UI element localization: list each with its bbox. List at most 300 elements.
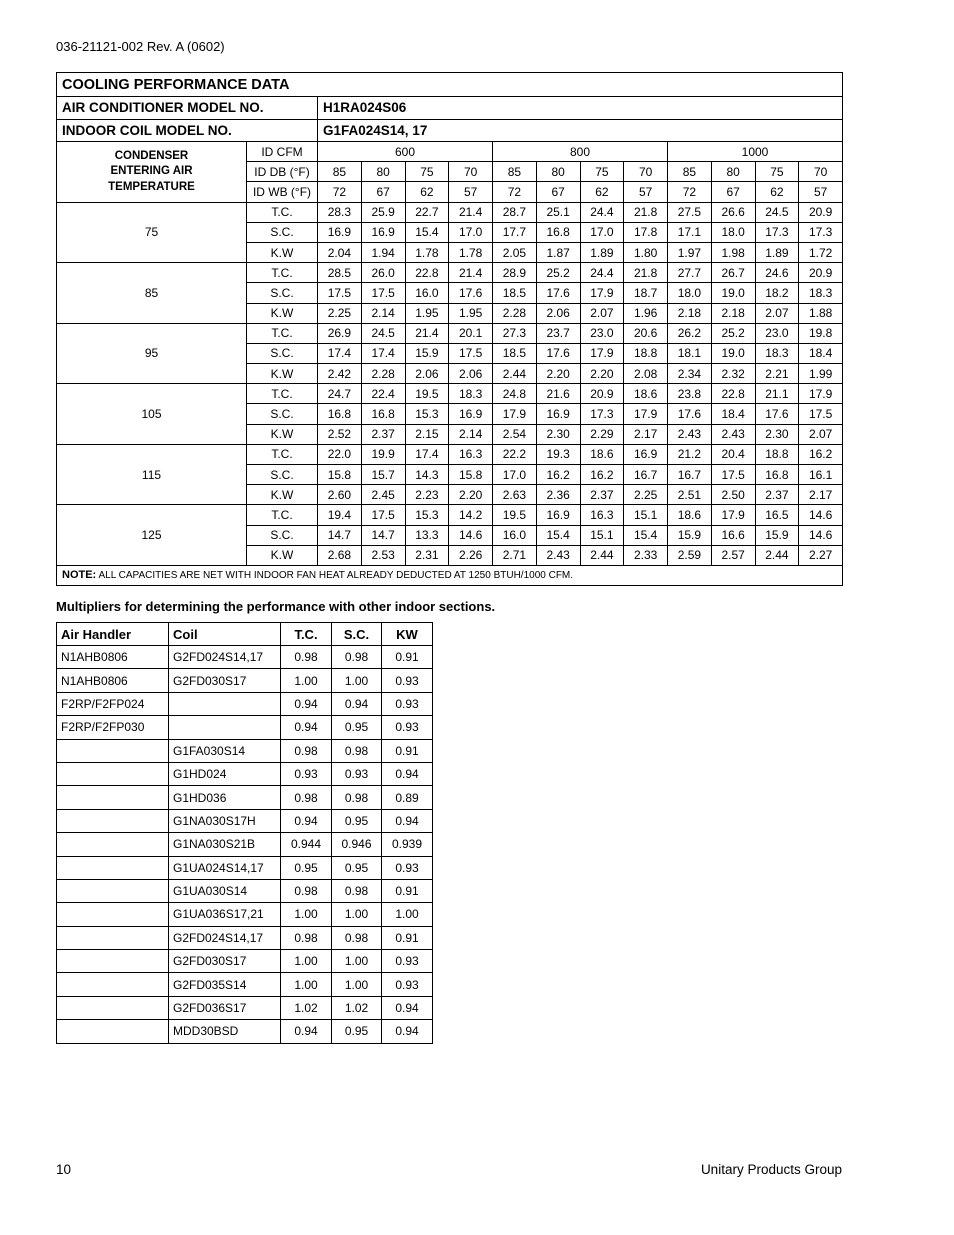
data-cell: 2.28: [361, 364, 405, 384]
data-cell: 16.7: [624, 465, 668, 485]
data-cell: 17.9: [580, 283, 624, 303]
data-cell: 24.5: [361, 323, 405, 343]
data-cell: 16.8: [755, 465, 799, 485]
data-cell: 26.9: [318, 323, 362, 343]
air-handler-cell: [57, 1020, 169, 1043]
data-cell: 14.6: [799, 505, 843, 525]
data-cell: 2.25: [318, 303, 362, 323]
data-cell: 17.3: [580, 404, 624, 424]
data-cell: 2.32: [711, 364, 755, 384]
metric-label: S.C.: [247, 465, 318, 485]
data-cell: 13.3: [405, 525, 449, 545]
data-cell: 17.6: [668, 404, 712, 424]
tc-cell: 0.94: [281, 1020, 332, 1043]
metric-label: K.W: [247, 424, 318, 444]
data-cell: 2.21: [755, 364, 799, 384]
metric-label: T.C.: [247, 263, 318, 283]
sc-cell: 0.95: [332, 856, 382, 879]
coil-cell: G2FD024S14,17: [169, 926, 281, 949]
data-cell: 23.0: [580, 323, 624, 343]
wb-value: 67: [536, 182, 580, 202]
data-cell: 18.3: [449, 384, 493, 404]
data-cell: 17.6: [536, 283, 580, 303]
sc-cell: 1.00: [332, 669, 382, 692]
metric-label: S.C.: [247, 283, 318, 303]
tc-cell: 1.00: [281, 903, 332, 926]
wb-value: 62: [405, 182, 449, 202]
table-row: [57, 739, 433, 762]
data-cell: 18.6: [580, 444, 624, 464]
data-cell: 15.9: [405, 343, 449, 363]
data-cell: 24.6: [755, 263, 799, 283]
db-value: 75: [405, 162, 449, 182]
ac-model-value: H1RA024S06: [318, 97, 843, 120]
db-value: 85: [318, 162, 362, 182]
table-row: [57, 646, 433, 669]
condenser-label-line: CONDENSER: [114, 149, 189, 162]
header-sc: S.C.: [332, 623, 382, 646]
sc-cell: 0.98: [332, 926, 382, 949]
wb-value: 57: [624, 182, 668, 202]
data-cell: 24.5: [755, 202, 799, 222]
metric-label: S.C.: [247, 525, 318, 545]
data-cell: 2.07: [799, 424, 843, 444]
data-cell: 1.78: [405, 242, 449, 262]
tc-cell: 0.98: [281, 786, 332, 809]
sc-cell: 1.00: [332, 950, 382, 973]
air-handler-cell: [57, 762, 169, 785]
data-cell: 2.14: [361, 303, 405, 323]
multipliers-header-row: [57, 623, 433, 646]
air-handler-cell: F2RP/F2FP024: [57, 692, 169, 715]
db-value: 80: [536, 162, 580, 182]
note-text: ALL CAPACITIES ARE NET WITH INDOOR FAN HEAT ALREADY DEDUCTED AT 1250 BTUH/1000 CFM.: [96, 570, 574, 582]
data-cell: 17.1: [668, 222, 712, 242]
data-cell: 17.6: [449, 283, 493, 303]
kw-cell: 0.93: [382, 669, 433, 692]
data-cell: 17.6: [536, 343, 580, 363]
table-row: [57, 263, 843, 283]
table-title: COOLING PERFORMANCE DATA: [57, 73, 843, 97]
data-cell: 2.30: [536, 424, 580, 444]
data-cell: 1.95: [449, 303, 493, 323]
data-cell: 25.1: [536, 202, 580, 222]
metric-label: K.W: [247, 545, 318, 565]
sc-cell: 1.00: [332, 903, 382, 926]
data-cell: 18.7: [624, 283, 668, 303]
data-cell: 17.5: [711, 465, 755, 485]
data-cell: 27.5: [668, 202, 712, 222]
db-value: 70: [449, 162, 493, 182]
data-cell: 20.9: [580, 384, 624, 404]
data-cell: 2.18: [668, 303, 712, 323]
data-cell: 17.0: [580, 222, 624, 242]
data-cell: 16.1: [799, 465, 843, 485]
sc-cell: 0.98: [332, 786, 382, 809]
data-cell: 16.9: [361, 222, 405, 242]
data-cell: 24.4: [580, 202, 624, 222]
data-cell: 1.97: [668, 242, 712, 262]
air-handler-cell: [57, 856, 169, 879]
data-cell: 17.9: [711, 505, 755, 525]
data-cell: 1.88: [799, 303, 843, 323]
table-row: [57, 669, 433, 692]
data-cell: 1.99: [799, 364, 843, 384]
coil-cell: G1UA030S14: [169, 879, 281, 902]
data-cell: 17.9: [493, 404, 537, 424]
metric-label: T.C.: [247, 323, 318, 343]
condenser-temp-header: [57, 142, 247, 203]
table-row: [57, 973, 433, 996]
db-value: 70: [624, 162, 668, 182]
metric-label: T.C.: [247, 202, 318, 222]
kw-cell: 0.91: [382, 926, 433, 949]
data-cell: 2.06: [536, 303, 580, 323]
metric-label: K.W: [247, 364, 318, 384]
data-cell: 17.5: [799, 404, 843, 424]
air-handler-cell: [57, 973, 169, 996]
data-cell: 24.7: [318, 384, 362, 404]
coil-cell: [169, 692, 281, 715]
air-handler-cell: [57, 833, 169, 856]
data-cell: 28.9: [493, 263, 537, 283]
data-cell: 1.98: [711, 242, 755, 262]
sc-cell: 0.95: [332, 716, 382, 739]
db-value: 80: [711, 162, 755, 182]
wb-value: 67: [361, 182, 405, 202]
db-value: 75: [755, 162, 799, 182]
data-cell: 16.6: [711, 525, 755, 545]
metric-label: S.C.: [247, 222, 318, 242]
data-cell: 18.3: [755, 343, 799, 363]
data-cell: 2.25: [624, 485, 668, 505]
air-handler-cell: [57, 926, 169, 949]
sc-cell: 0.95: [332, 809, 382, 832]
kw-cell: 0.93: [382, 973, 433, 996]
multipliers-title: Multipliers for determining the performance with other indoor sections.: [56, 599, 496, 614]
data-cell: 2.43: [536, 545, 580, 565]
data-cell: 15.4: [405, 222, 449, 242]
data-cell: 2.30: [755, 424, 799, 444]
data-cell: 21.8: [624, 263, 668, 283]
data-cell: 2.15: [405, 424, 449, 444]
data-cell: 2.33: [624, 545, 668, 565]
kw-cell: 0.94: [382, 809, 433, 832]
condenser-label-line: ENTERING AIR: [110, 165, 193, 178]
data-cell: 2.20: [449, 485, 493, 505]
data-cell: 15.9: [755, 525, 799, 545]
data-cell: 17.4: [361, 343, 405, 363]
data-cell: 17.5: [318, 283, 362, 303]
sc-cell: 0.98: [332, 739, 382, 762]
data-cell: 19.3: [536, 444, 580, 464]
data-cell: 2.44: [493, 364, 537, 384]
data-cell: 19.0: [711, 283, 755, 303]
data-cell: 1.87: [536, 242, 580, 262]
wb-value: 72: [668, 182, 712, 202]
table-row: [57, 1020, 433, 1043]
tc-cell: 0.944: [281, 833, 332, 856]
data-cell: 17.3: [755, 222, 799, 242]
data-cell: 14.3: [405, 465, 449, 485]
data-cell: 17.7: [493, 222, 537, 242]
kw-cell: 0.94: [382, 1020, 433, 1043]
data-cell: 25.2: [711, 323, 755, 343]
table-row: [57, 384, 843, 404]
table-row: [57, 809, 433, 832]
condenser-temp: 95: [57, 323, 247, 384]
coil-cell: MDD30BSD: [169, 1020, 281, 1043]
air-handler-cell: [57, 950, 169, 973]
document-id: 036-21121-002 Rev. A (0602): [56, 39, 225, 54]
tc-cell: 1.02: [281, 996, 332, 1019]
id-db-label: ID DB (°F): [247, 162, 318, 182]
table-row: [57, 996, 433, 1019]
data-cell: 25.9: [361, 202, 405, 222]
header-coil: Coil: [169, 623, 281, 646]
table-row: [57, 903, 433, 926]
data-cell: 18.4: [711, 404, 755, 424]
data-cell: 1.89: [755, 242, 799, 262]
tc-cell: 0.98: [281, 926, 332, 949]
header-air-handler: Air Handler: [57, 623, 169, 646]
data-cell: 16.3: [449, 444, 493, 464]
tc-cell: 0.94: [281, 809, 332, 832]
tc-cell: 0.94: [281, 692, 332, 715]
data-cell: 17.8: [624, 222, 668, 242]
data-cell: 2.17: [799, 485, 843, 505]
data-cell: 2.04: [318, 242, 362, 262]
data-cell: 2.26: [449, 545, 493, 565]
coil-model-label: INDOOR COIL MODEL NO.: [57, 119, 318, 142]
data-cell: 18.1: [668, 343, 712, 363]
data-cell: 18.8: [624, 343, 668, 363]
data-cell: 26.6: [711, 202, 755, 222]
data-cell: 16.8: [361, 404, 405, 424]
data-cell: 2.27: [799, 545, 843, 565]
data-cell: 2.34: [668, 364, 712, 384]
data-cell: 2.29: [580, 424, 624, 444]
data-cell: 2.06: [449, 364, 493, 384]
kw-cell: 0.93: [382, 716, 433, 739]
page-number: 10: [56, 1162, 72, 1177]
data-cell: 2.37: [580, 485, 624, 505]
table-row: [57, 692, 433, 715]
coil-cell: G1UA036S17,21: [169, 903, 281, 926]
sc-cell: 1.00: [332, 973, 382, 996]
data-cell: 28.7: [493, 202, 537, 222]
tc-cell: 0.94: [281, 716, 332, 739]
data-cell: 2.54: [493, 424, 537, 444]
company-name: Unitary Products Group: [700, 1162, 842, 1177]
data-cell: 24.8: [493, 384, 537, 404]
data-cell: 22.8: [405, 263, 449, 283]
data-cell: 15.4: [624, 525, 668, 545]
data-cell: 15.1: [580, 525, 624, 545]
wb-value: 67: [711, 182, 755, 202]
data-cell: 15.1: [624, 505, 668, 525]
id-wb-label: ID WB (°F): [247, 182, 318, 202]
data-cell: 19.0: [711, 343, 755, 363]
data-cell: 16.5: [755, 505, 799, 525]
data-cell: 2.28: [493, 303, 537, 323]
data-cell: 2.42: [318, 364, 362, 384]
data-cell: 2.68: [318, 545, 362, 565]
data-cell: 2.05: [493, 242, 537, 262]
data-cell: 2.71: [493, 545, 537, 565]
condenser-temp: 115: [57, 444, 247, 505]
coil-cell: G2FD030S17: [169, 669, 281, 692]
data-cell: 17.0: [493, 465, 537, 485]
data-cell: 17.9: [580, 343, 624, 363]
data-cell: 18.5: [493, 283, 537, 303]
data-cell: 17.5: [449, 343, 493, 363]
data-cell: 2.51: [668, 485, 712, 505]
table-row: [57, 716, 433, 739]
wb-value: 57: [799, 182, 843, 202]
air-handler-cell: [57, 786, 169, 809]
data-cell: 21.6: [536, 384, 580, 404]
table-row: [57, 323, 843, 343]
kw-cell: 0.91: [382, 646, 433, 669]
tc-cell: 0.98: [281, 739, 332, 762]
sc-cell: 0.98: [332, 879, 382, 902]
data-cell: 23.7: [536, 323, 580, 343]
data-cell: 19.5: [493, 505, 537, 525]
data-cell: 15.8: [318, 465, 362, 485]
data-cell: 16.0: [405, 283, 449, 303]
wb-value: 57: [449, 182, 493, 202]
data-cell: 20.9: [799, 202, 843, 222]
tc-cell: 1.00: [281, 950, 332, 973]
db-value: 80: [361, 162, 405, 182]
data-cell: 21.4: [449, 263, 493, 283]
table-row: [57, 950, 433, 973]
data-cell: 27.3: [493, 323, 537, 343]
ac-model-label: AIR CONDITIONER MODEL NO.: [57, 97, 318, 120]
metric-label: S.C.: [247, 343, 318, 363]
table-row: [57, 202, 843, 222]
data-cell: 26.2: [668, 323, 712, 343]
data-cell: 2.36: [536, 485, 580, 505]
coil-cell: G2FD036S17: [169, 996, 281, 1019]
coil-cell: G1HD036: [169, 786, 281, 809]
header-kw: KW: [382, 623, 433, 646]
kw-cell: 0.93: [382, 856, 433, 879]
air-handler-cell: [57, 879, 169, 902]
data-cell: 16.8: [318, 404, 362, 424]
data-cell: 16.9: [318, 222, 362, 242]
table-row: [57, 926, 433, 949]
data-cell: 16.9: [449, 404, 493, 424]
air-handler-cell: F2RP/F2FP030: [57, 716, 169, 739]
data-cell: 22.4: [361, 384, 405, 404]
cfm-value: 600: [318, 142, 493, 162]
data-cell: 17.3: [799, 222, 843, 242]
data-cell: 2.08: [624, 364, 668, 384]
data-cell: 2.53: [361, 545, 405, 565]
coil-cell: G2FD024S14,17: [169, 646, 281, 669]
data-cell: 27.7: [668, 263, 712, 283]
kw-cell: 1.00: [382, 903, 433, 926]
table-row: [57, 856, 433, 879]
data-cell: 2.20: [580, 364, 624, 384]
data-cell: 22.8: [711, 384, 755, 404]
cfm-value: 1000: [668, 142, 843, 162]
data-cell: 18.4: [799, 343, 843, 363]
data-cell: 17.4: [405, 444, 449, 464]
data-cell: 22.7: [405, 202, 449, 222]
data-cell: 1.94: [361, 242, 405, 262]
data-cell: 26.0: [361, 263, 405, 283]
kw-cell: 0.939: [382, 833, 433, 856]
data-cell: 16.0: [493, 525, 537, 545]
data-cell: 19.8: [799, 323, 843, 343]
data-cell: 1.78: [449, 242, 493, 262]
table-note: [57, 565, 843, 585]
table-row: [57, 505, 843, 525]
data-cell: 1.95: [405, 303, 449, 323]
data-cell: 15.7: [361, 465, 405, 485]
kw-cell: 0.91: [382, 739, 433, 762]
table-row: [57, 786, 433, 809]
data-cell: 15.9: [668, 525, 712, 545]
wb-value: 62: [755, 182, 799, 202]
coil-cell: [169, 716, 281, 739]
note-label: NOTE:: [62, 569, 97, 582]
table-row: [57, 879, 433, 902]
data-cell: 2.18: [711, 303, 755, 323]
data-cell: 22.0: [318, 444, 362, 464]
data-cell: 21.8: [624, 202, 668, 222]
air-handler-cell: [57, 996, 169, 1019]
db-value: 85: [668, 162, 712, 182]
kw-cell: 0.93: [382, 692, 433, 715]
metric-label: K.W: [247, 485, 318, 505]
data-cell: 1.72: [799, 242, 843, 262]
data-cell: 14.2: [449, 505, 493, 525]
data-cell: 2.44: [580, 545, 624, 565]
data-cell: 15.3: [405, 505, 449, 525]
data-cell: 25.2: [536, 263, 580, 283]
data-cell: 18.8: [755, 444, 799, 464]
data-cell: 16.7: [668, 465, 712, 485]
data-cell: 14.7: [361, 525, 405, 545]
wb-value: 72: [493, 182, 537, 202]
sc-cell: 0.94: [332, 692, 382, 715]
data-cell: 2.17: [624, 424, 668, 444]
data-cell: 16.9: [536, 505, 580, 525]
data-cell: 21.4: [405, 323, 449, 343]
tc-cell: 0.98: [281, 879, 332, 902]
metric-label: T.C.: [247, 444, 318, 464]
cfm-value: 800: [493, 142, 668, 162]
data-cell: 2.52: [318, 424, 362, 444]
condenser-temp: 125: [57, 505, 247, 566]
data-cell: 2.23: [405, 485, 449, 505]
data-cell: 2.43: [668, 424, 712, 444]
data-cell: 2.63: [493, 485, 537, 505]
data-cell: 18.0: [668, 283, 712, 303]
wb-value: 72: [318, 182, 362, 202]
data-cell: 2.31: [405, 545, 449, 565]
kw-cell: 0.93: [382, 950, 433, 973]
header-tc: T.C.: [281, 623, 332, 646]
data-cell: 14.7: [318, 525, 362, 545]
data-cell: 18.3: [799, 283, 843, 303]
db-value: 70: [799, 162, 843, 182]
data-cell: 24.4: [580, 263, 624, 283]
